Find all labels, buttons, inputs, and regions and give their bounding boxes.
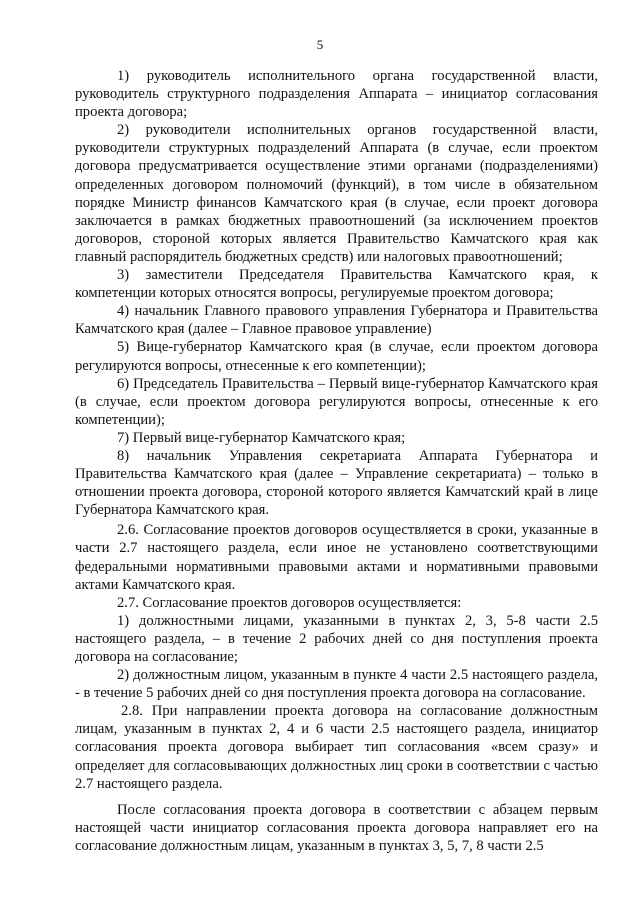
paragraph-item-6-government-chairman: 6) Председатель Правительства – Первый вице-губернатор Камчатского края (в случае, если проектом договора регулируются вопросы, отнесенные к его компетенции);	[75, 375, 598, 428]
paragraph-item-2-executive-heads: 2) руководители исполнительных органов государственной власти, руководители структурных подразделений Аппарата (в случае, если проектом договора предусматривается осуществление этими органами (подразделениями) определенных договором полномочий (функций), в том числе в обязательном порядке Министр финансов Камчатского края (в случае, если проект договора заключается в рамках бюджетных правоотношений (за исключением проектов договоров, стороной которых является Правительство Камчатского края как главный распорядитель бюджетных средств) или налоговых правоотношений;	[75, 122, 598, 265]
paragraph-item-8-secretariat-head: 8) начальник Управления секретариата Аппарата Губернатора и Правительства Камчатского края (далее – Управление секретариата) – только в отношении проекта договора, стороной которого является Камчатский край в лице Губернатора Камчатского края.	[75, 447, 598, 519]
paragraph-item-1-initiator: 1) руководитель исполнительного органа государственной власти, руководитель структурного подразделения Аппарата – инициатор согласования проекта договора;	[75, 68, 598, 121]
paragraph-item-7-first-vice-governor: 7) Первый вице-губернатор Камчатского края;	[117, 429, 406, 446]
paragraph-item-5-vice-governor: 5) Вице-губернатор Камчатского края (в случае, если проектом договора регулируются вопросы, отнесенные к его компетенции);	[75, 339, 598, 374]
paragraph-clause-2-7: 2.7. Согласование проектов договоров осуществляется:	[117, 594, 462, 611]
document-body	[75, 67, 598, 855]
paragraph-clause-2-6: 2.6. Согласование проектов договоров осуществляется в сроки, указанные в части 2.7 настоящего раздела, если иное не установлено соответствующими федеральными нормативными правовыми актами и нормативными правовыми актами Камчатского края.	[75, 522, 598, 593]
paragraph-after-approval: После согласования проекта договора в соответствии с абзацем первым настоящей части инициатор согласования проекта договора направляет его на согласование должностным лицам, указанным в пунктах 3, 5, 7, 8 части 2.5	[75, 801, 598, 854]
paragraph-clause-2-7-item-1: 1) должностными лицами, указанными в пунктах 2, 3, 5-8 части 2.5 настоящего раздела, – в течение 2 рабочих дней со дня поступления проекта договора на согласование;	[75, 612, 598, 665]
paragraph-item-4-legal-department-head: 4) начальник Главного правового управления Губернатора и Правительства Камчатского края (далее – Главное правовое управление)	[75, 303, 598, 338]
paragraph-clause-2-8: 2.8. При направлении проекта договора на согласование должностным лицам, указанным в пунктах 2, 4 и 6 части 2.5 настоящего раздела, инициатор согласования проекта договора выбирает тип согласования «всем сразу» и определяет для согласовывающих должностных лиц сроки в соответствии с частью 2.7 настоящего раздела.	[75, 703, 598, 792]
paragraph-item-3-deputy-chairmen: 3) заместители Председателя Правительства Камчатского края, к компетенции которых относятся вопросы, регулируемые проектом договора;	[75, 267, 598, 302]
page-number: 5	[316, 37, 324, 52]
paragraph-clause-2-7-item-2: 2) должностным лицом, указанным в пункте 4 части 2.5 настоящего раздела, - в течение 5 рабочих дней со дня поступления проекта договора на согласование.	[75, 667, 598, 702]
